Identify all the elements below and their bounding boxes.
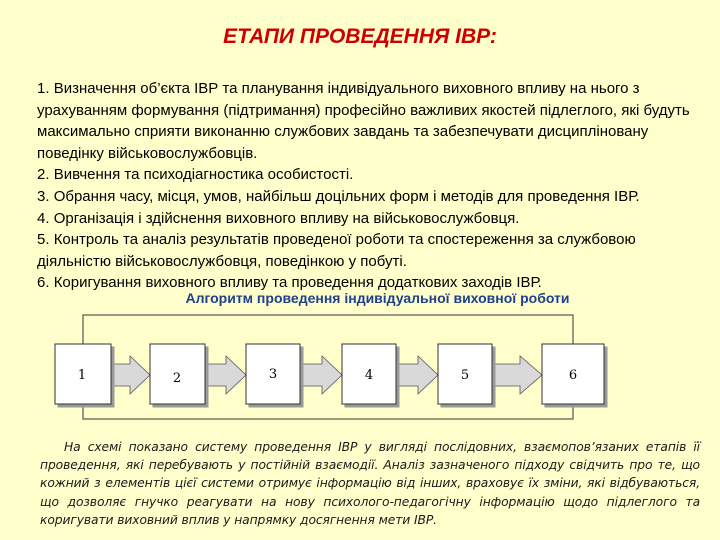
step-number: 2. <box>37 166 50 184</box>
slide-title: ЕТАПИ ПРОВЕДЕННЯ ІВР: <box>223 25 497 48</box>
step-text: Обрання часу, місця, умов, найбільш доцільних форм і методів для проведення ІВР. <box>53 187 640 205</box>
step-item-5 <box>37 229 697 272</box>
step-box-5 <box>438 344 492 404</box>
step-box-label: 4 <box>364 368 374 383</box>
arrow-2-3 <box>205 356 246 394</box>
step-box-2 <box>150 344 205 404</box>
step-box-1 <box>55 344 111 404</box>
algorithm-title: Алгоритм проведення індивідуальної виховної роботи <box>185 290 570 306</box>
step-text: Коригування виховного впливу та проведення додаткових заходів ІВР. <box>53 274 542 292</box>
arrow-5-6 <box>492 356 542 394</box>
step-number: 1. <box>37 80 50 97</box>
step-item-2 <box>37 164 697 186</box>
step-number: 6. <box>37 274 50 292</box>
step-box-label: 3 <box>268 367 278 382</box>
step-number: 3. <box>37 187 50 205</box>
step-item-3 <box>37 186 697 208</box>
arrow-4-5 <box>396 356 438 394</box>
step-box-label: 5 <box>460 368 470 383</box>
step-box-label: 1 <box>77 368 87 383</box>
scheme-description: На схемі показано систему проведення ІВР у вигляді послідовних, взаємопов’язаних етапів її проведення, які перебувають у постійній взаємодії. Аналіз зазначеного підходу свідчить про те, що кожний з елементів цієї системи отримує інформацію від інших, враховує їх зміни, які відбуваються, що дозволяє гнучко реагувати на нову психолого-педагогічну інформацію щодо підлеглого та коригувати виховний вплив у напрямку досягнення мети ІВР. <box>40 440 700 527</box>
step-text: Визначення об’єкта ІВР та планування індивідуального виховного впливу на нього з урахуванням формування (підтримання) професійно важливих якостей підлеглого, які будуть максимально сприяти виконанню службових завдань та забезпечувати дисципліновану поведінку військовослужбовців. <box>37 80 690 162</box>
step-text: Організація і здійснення виховного впливу на військовослужбовця. <box>53 209 520 227</box>
step-box-label: 2 <box>172 371 182 386</box>
step-text: Контроль та аналіз результатів проведеної роботи та спостереження за службовою діяльністю військовослужбовця, поведінкою у побуті. <box>37 231 636 270</box>
step-box-label: 6 <box>568 368 578 383</box>
step-text: Вивчення та психодіагностика особистості. <box>53 166 354 184</box>
arrow-3-4 <box>300 356 342 394</box>
step-number: 5. <box>37 231 50 249</box>
arrow-1-2 <box>111 356 150 394</box>
step-box-3 <box>246 344 300 404</box>
step-number: 4. <box>37 209 50 227</box>
step-item-1 <box>37 78 697 164</box>
algorithm-diagram <box>0 310 720 430</box>
step-box-6 <box>542 344 604 404</box>
step-item-4 <box>37 208 697 230</box>
steps-list <box>37 78 697 294</box>
step-box-4 <box>342 344 396 404</box>
